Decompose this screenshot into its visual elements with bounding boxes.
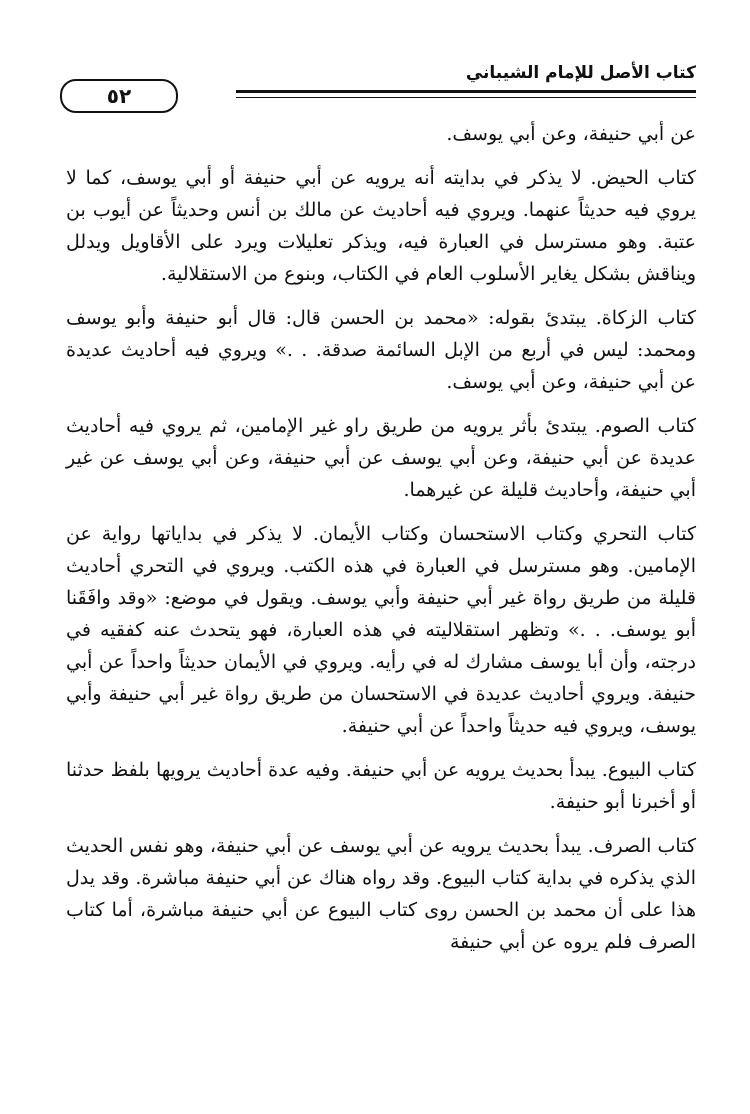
paragraph: كتاب الصرف. يبدأ بحديث يرويه عن أبي يوسف عن أبي حنيفة، وهو نفس الحديث الذي يذكره في بداية كتاب البيوع. وقد رواه هناك عن أبي حنيفة مباشرة. وقد يدل هذا على أن محمد بن الحسن روى كتاب البيوع عن أبي حنيفة مباشرة، أما كتاب الصرف فلم يروه عن أبي حنيفة bbox=[66, 835, 696, 953]
body-text bbox=[66, 118, 696, 970]
paragraph: كتاب الصوم. يبتدئ بأثر يرويه من طريق راو غير الإمامين، ثم يروي فيه أحاديث عديدة عن أبي حنيفة، وعن أبي يوسف عن أبي حنيفة، وعن أبي يوسف عن غير أبي حنيفة، وأحاديث قليلة عن غيرهما. bbox=[66, 415, 696, 501]
page-number-badge bbox=[60, 79, 178, 113]
paragraph: كتاب البيوع. يبدأ بحديث يرويه عن أبي حنيفة. وفيه عدة أحاديث يرويها بلفظ حدثنا أو أخبرنا أبو حنيفة. bbox=[66, 759, 696, 813]
page-number: ٥٢ bbox=[106, 84, 132, 108]
paragraph: كتاب الحيض. لا يذكر في بدايته أنه يرويه عن أبي حنيفة أو أبي يوسف، كما لا يروي فيه حديثاً عنهما. ويروي فيه أحاديث عن مالك بن أنس وحديثاً عن أيوب بن عتبة. وهو مسترسل في العبارة فيه، ويذكر تعليلات ويرد على الأقاويل ويدلل ويناقش بشكل يغاير الأسلوب العام في الكتاب، وبنوع من الاستقلالية. bbox=[66, 167, 696, 285]
running-title: كتاب الأصل للإمام الشيباني bbox=[465, 63, 696, 83]
paragraph: كتاب التحري وكتاب الاستحسان وكتاب الأيمان. لا يذكر في بداياتها رواية عن الإمامين. وهو مسترسل في العبارة في هذه الكتب. ويروي في التحري أحاديث قليلة من طريق رواة غير أبي حنيفة وأبي يوسف. ويقول في موضع: «وقد وافَقَنا أبو يوسف. . .» وتظهر استقلاليته في هذه العبارة، فهو يتحدث عنه كفقيه في درجته، وأن أبا يوسف مشارك له في رأيه. ويروي في الأيمان حديثاً واحداً عن أبي حنيفة. ويروي أحاديث عديدة في الاستحسان من طريق رواة غير أبي حنيفة وأبي يوسف، ويروي فيه حديثاً واحداً عن أبي حنيفة. bbox=[66, 523, 696, 737]
paragraph: عن أبي حنيفة، وعن أبي يوسف. bbox=[446, 123, 696, 145]
header-rule-thick bbox=[236, 90, 696, 93]
paragraph: كتاب الزكاة. يبتدئ بقوله: «محمد بن الحسن قال: قال أبو حنيفة وأبو يوسف ومحمد: ليس في أربع من الإبل السائمة صدقة. . .» ويروي فيه أحاديث عديدة عن أبي حنيفة، وعن أبي يوسف. bbox=[66, 307, 696, 393]
page-header bbox=[60, 62, 696, 112]
header-rule-thin bbox=[236, 97, 696, 98]
